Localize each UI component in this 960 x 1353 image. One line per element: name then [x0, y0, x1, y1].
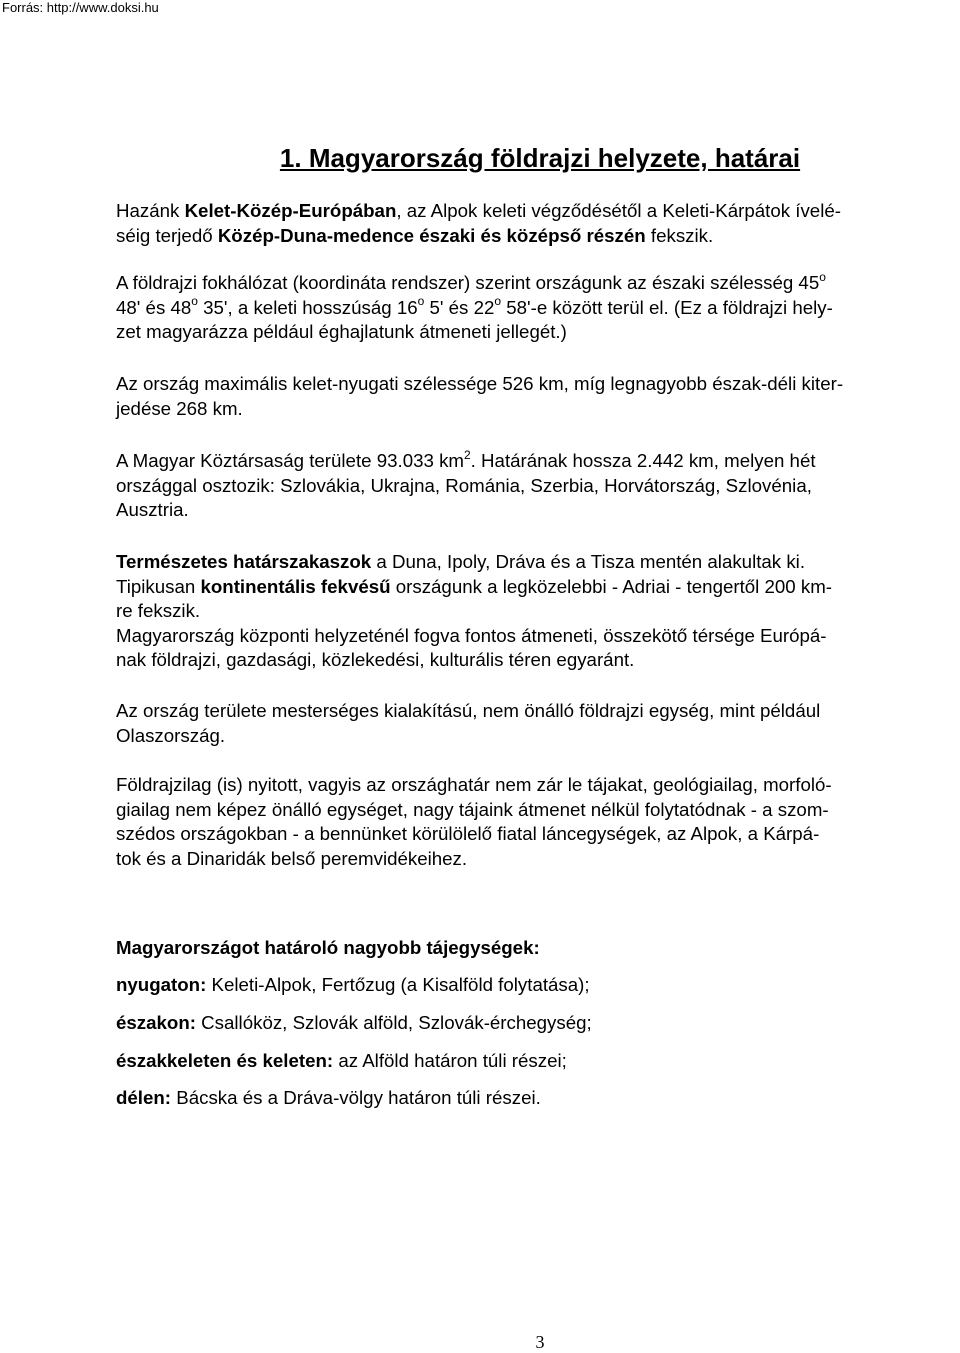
- text: 48' és 48: [116, 296, 192, 318]
- region-label: északkeleten és keleten:: [116, 1050, 334, 1071]
- bold-text: Közép-Duna-medence északi és középső részén: [217, 224, 646, 246]
- region-item: [116, 1086, 936, 1111]
- text: a Duna, Ipoly, Dráva és a Tisza mentén alakultak ki. Tipikusan: [116, 551, 806, 597]
- bold-text: kontinentális fekvésű: [200, 575, 391, 597]
- bold-text: Természetes határszakaszok: [116, 551, 372, 572]
- text: 35', a keleti hosszúság 16: [197, 296, 418, 318]
- degree-mark: o: [819, 269, 826, 284]
- region-label: délen:: [116, 1087, 172, 1108]
- paragraph-location: [116, 199, 936, 248]
- region-label: északon:: [116, 1012, 196, 1033]
- degree-mark: o: [417, 294, 425, 309]
- text: országunk a legközelebbi - Adriai - tengertől 200 km- re fekszik. Magyarország központi helyzeténél fogva fontos átmeneti, összekötő térsége Európá- nak földrajzi, gazdasági, közlekedési, kulturális téren egyaránt.: [116, 575, 833, 670]
- bold-text: Magyarországot határoló nagyobb tájegységek:: [116, 937, 540, 958]
- region-item: [116, 1049, 936, 1074]
- degree-mark: o: [191, 294, 198, 309]
- text: . Határának hossza 2.442 km, melyen hét országgal osztozik: Szlovákia, Ukrajna, Románia, Szerbia, Horvátország, Szlovénia, Ausztria.: [116, 450, 816, 520]
- text: A Magyar Köztársaság területe 93.033 km: [116, 450, 464, 471]
- text: , az Alpok keleti végződésétől a Keleti-Kárpátok ívelé- séig terjedő: [116, 200, 841, 246]
- regions-heading: [116, 936, 936, 961]
- region-text: Bácska és a Dráva-völgy határon túli részei.: [171, 1087, 541, 1108]
- region-text: Keleti-Alpok, Fertőzug (a Kisalföld folytatása);: [206, 974, 590, 995]
- bold-text: Kelet-Közép-Európában: [184, 200, 397, 221]
- superscript: 2: [463, 447, 471, 462]
- paragraph-open-geography: Földrajzilag (is) nyitott, vagyis az országhatár nem zár le tájakat, geológiailag, morfoló- giailag nem képez önálló egységet, nagy tájaink átmenet nélkül folytatódnak - a szom- szédos országokban - a bennünket körülölelő fiatal láncegységek, az Alpok, a Kárpá- tok és a Dinaridák belső peremvidékeihez.: [116, 774, 832, 869]
- paragraph-natural-borders: [116, 550, 936, 673]
- paragraph-dimensions: Az ország maximális kelet-nyugati szélessége 526 km, míg legnagyobb észak-déli kiter- jedése 268 km.: [116, 373, 844, 419]
- text: Hazánk: [116, 200, 185, 221]
- text: A földrajzi fokhálózat (koordináta rendszer) szerint országunk az északi szélesség 45: [116, 272, 820, 293]
- region-item: [116, 973, 936, 998]
- region-item: [116, 1011, 936, 1036]
- text: 5' és 22: [424, 296, 495, 318]
- text: fekszik.: [645, 224, 714, 246]
- region-label: nyugaton:: [116, 974, 207, 995]
- page-number: 3: [535, 1332, 545, 1352]
- page-title: 1. Magyarország földrajzi helyzete, határai: [279, 143, 801, 173]
- region-text: az Alföld határon túli részei;: [333, 1050, 567, 1071]
- paragraph-area-borders: [116, 449, 936, 523]
- paragraph-coordinates: [116, 271, 936, 345]
- text: 58'-e között terül el. (Ez a földrajzi hely- zet magyarázza például éghajlatunk átmeneti jellegét.): [116, 296, 833, 342]
- source-url: Forrás: http://www.doksi.hu: [2, 0, 159, 15]
- degree-mark: o: [494, 294, 502, 309]
- region-text: Csallóköz, Szlovák alföld, Szlovák-érchegység;: [195, 1012, 592, 1033]
- paragraph-artificial-territory: Az ország területe mesterséges kialakítású, nem önálló földrajzi egység, mint például Olaszország.: [116, 700, 821, 746]
